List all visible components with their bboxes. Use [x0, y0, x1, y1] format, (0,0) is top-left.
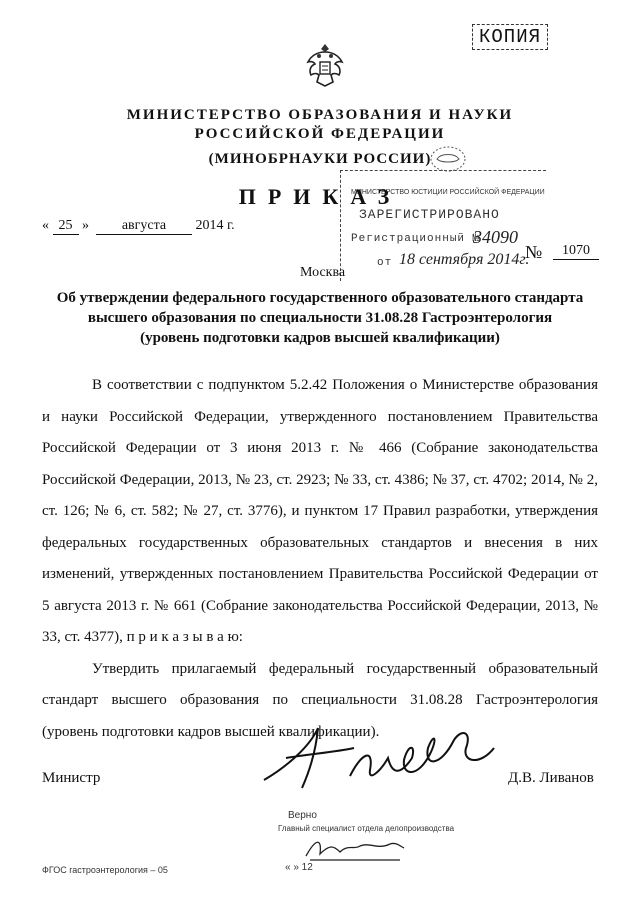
footer-code: ФГОС гастроэнтерология – 05: [42, 865, 168, 875]
registration-label: Регистрационный №: [351, 233, 481, 245]
certification-signature: [300, 834, 410, 864]
certification-verified: Верно: [288, 810, 317, 821]
city: Москва: [300, 265, 346, 280]
eagle-stamp-icon: [427, 143, 469, 175]
date-year: 2014 г.: [195, 218, 235, 233]
paragraph-preamble: В соответствии с подпунктом 5.2.42 Положения о Министерстве образования и науки Российской Федерации, утвержденного постановлением Правительства Российской Федерации от 3 июня 2013 г. № 466 (Собрание законодательства Российской Федерации, 2013, № 23, ст. 2923; № 33, ст. 4386; № 37, ст. 4702; 2014, № 2, ст. 126; № 6, ст. 582; № 27, ст. 3776), и пунктом 17 Правил разработки, утверждения федеральных государственных образовательных стандартов и внесения в них изменений, утвержденных постановлением Правительства Российской Федерации от 5 августа 2013 г. № 661 (Собрание законодательства Российской Федерации, 2013, № 33, ст. 4377), п р и к а з ы в а ю:: [42, 377, 598, 645]
order-date: [42, 218, 235, 235]
date-day: 25: [53, 218, 79, 235]
title-line-3: (уровень подготовки кадров высшей квалификации): [140, 330, 500, 346]
signatory-name: Д.В. Ливанов: [508, 770, 594, 786]
coat-of-arms-icon: [303, 40, 347, 88]
paragraph-decision: Утвердить прилагаемый федеральный государственный образовательный стандарт высшего образования по специальности 31.08.28 Гастроэнтерология (уровень подготовки кадров высшей квалификации).: [42, 660, 598, 740]
order-title: [40, 288, 600, 348]
registration-number: 34090: [473, 227, 518, 247]
registration-from: от: [377, 257, 393, 269]
title-line-2: высшего образования по специальности 31.08.28 Гастроэнтерология: [87, 310, 553, 326]
order-heading: ПРИКАЗ: [238, 184, 402, 209]
ministry-line-2: РОССИЙСКОЙ ФЕДЕРАЦИИ: [194, 126, 446, 142]
order-number: 1070: [553, 243, 599, 260]
minister-signature: [258, 718, 508, 798]
certification-date: « » 12: [285, 862, 313, 873]
date-close-quote: »: [82, 218, 89, 233]
number-sign: №: [525, 242, 543, 262]
date-open-quote: «: [42, 218, 49, 233]
registration-status: ЗАРЕГИСТРИРОВАНО: [359, 207, 500, 222]
copy-stamp: КОПИЯ: [472, 24, 548, 50]
certification-position: Главный специалист отдела делопроизводства: [278, 824, 455, 833]
title-line-1: Об утверждении федерального государственного образовательного стандарта: [56, 290, 584, 306]
date-month: августа: [96, 218, 192, 235]
registration-org: МИНИСТЕРСТВО ЮСТИЦИИ РОССИЙСКОЙ ФЕДЕРАЦИИ: [351, 189, 545, 196]
order-body: [42, 370, 598, 748]
registration-date: 18 сентября 2014г.: [399, 251, 530, 268]
ministry-line-3: (МИНОБРНАУКИ РОССИИ): [208, 151, 432, 167]
signatory-position: Министр: [42, 770, 101, 786]
ministry-line-1: МИНИСТЕРСТВО ОБРАЗОВАНИЯ И НАУКИ: [126, 107, 514, 123]
